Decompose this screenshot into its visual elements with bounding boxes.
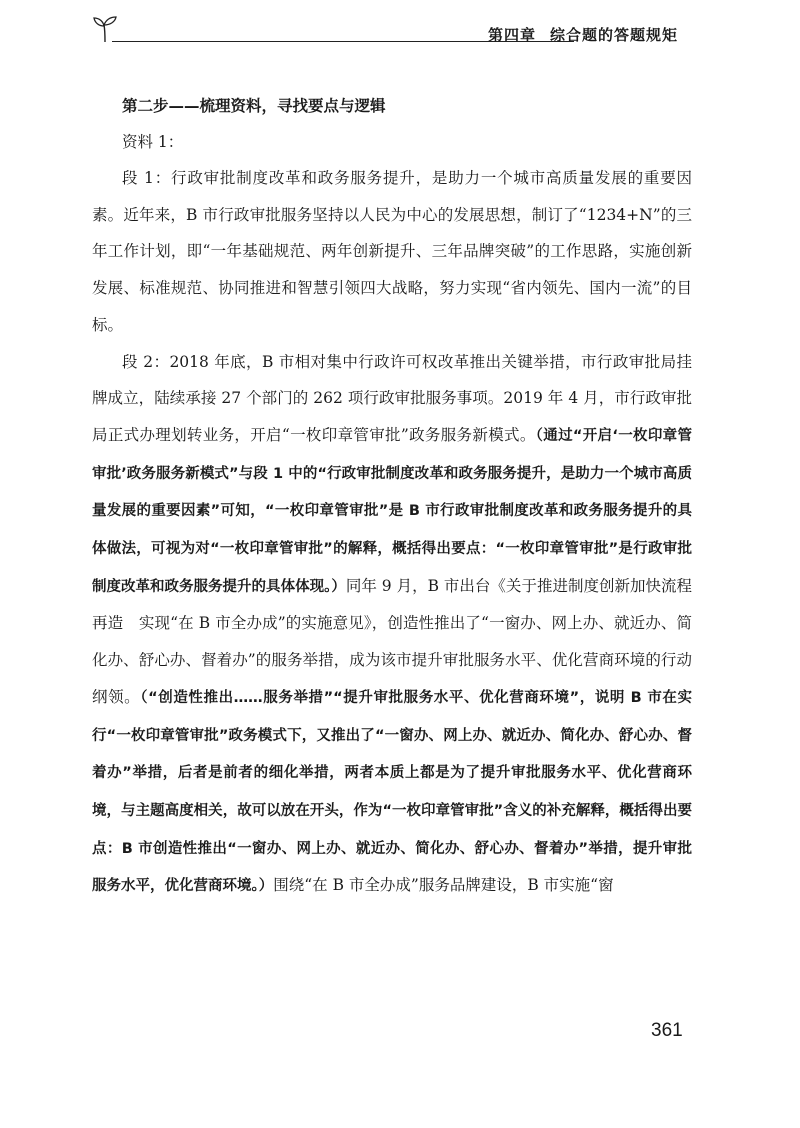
analysis-note-1: （通过“开启‘一枚印章管审批’政务服务新模式”与段 1 中的“行政审批制度改革和政务服务提升，是助力一个城市高质量发展的重要因素”可知，“一枚印章管审批”是 B 市行政审批制度改革和政务服务提升的具体做法，可视为对“一枚印章管审批”的解释，概括得出要点：“一枚印章管审批”是行政审批制度改革和政务服务提升的具体体现。） [92, 427, 692, 595]
analysis-note-2: （“创造性推出……服务举措”“提升审批服务水平、优化营商环境”，说明 B 市在实行“一枚印章管审批”政务模式下，又推出了“一窗办、网上办、就近办、简化办、舒心办、督着办”举措，后者是前者的细化举措，两者本质上都是为了提升审批服务水平、优化营商环境，与主题高度相关，故可以放在开头，作为“一枚印章管审批”含义的补充解释，概括得出要点：B 市创造性推出“一窗办、网上办、就近办、简化办、舒心办、督着办”举措，提升审批服务水平，优化营商环境。） [92, 689, 692, 895]
paragraph-2 [92, 344, 692, 906]
paragraph-2-text-b: 同年 9 月，B 市出台《关于推进制度创新加快流程再造 实现“在 B 市全办成”的实施意见》，创造性推出了“一窗办、网上办、就近办、简化办、舒心办、督着办”的服务举措，成为该市提升审批服务水平、优化营商环境的行动纲领。 [92, 576, 692, 706]
page-number: 361 [651, 1020, 683, 1041]
chapter-number: 第四章 [488, 26, 537, 44]
paragraph-2-text-c: 围绕“在 B 市全办成”服务品牌建设，B 市实施“窗 [273, 876, 614, 895]
page-body [92, 88, 692, 905]
sprout-icon [92, 14, 118, 44]
paragraph-2-text-a: 段 2：2018 年底，B 市相对集中行政许可权改革推出关键举措，市行政审批局挂牌成立，陆续承接 27 个部门的 262 项行政审批服务事项。2019 年 4 月，市行政审批局正式办理划转业务，开启“一枚印章管审批”政务服务新模式。 [92, 352, 692, 444]
paragraph-1 [92, 160, 692, 344]
paragraph-1-text: 段 1：行政审批制度改革和政务服务提升，是助力一个城市高质量发展的重要因素。近年来，B 市行政审批服务坚持以人民为中心的发展思想，制订了“1234+N”的三年工作计划，即“一年基础规范、两年创新提升、三年品牌突破”的工作思路，实施创新发展、标准规范、协同推进和智慧引领四大战略，努力实现“省内领先、国内一流”的目标。 [92, 169, 692, 334]
material-label: 资料 1： [122, 133, 184, 151]
chapter-title: 综合题的答题规矩 [550, 26, 679, 44]
page-header [92, 14, 712, 48]
step-title: 第二步——梳理资料，寻找要点与逻辑 [122, 97, 386, 115]
chapter-heading [488, 24, 678, 45]
